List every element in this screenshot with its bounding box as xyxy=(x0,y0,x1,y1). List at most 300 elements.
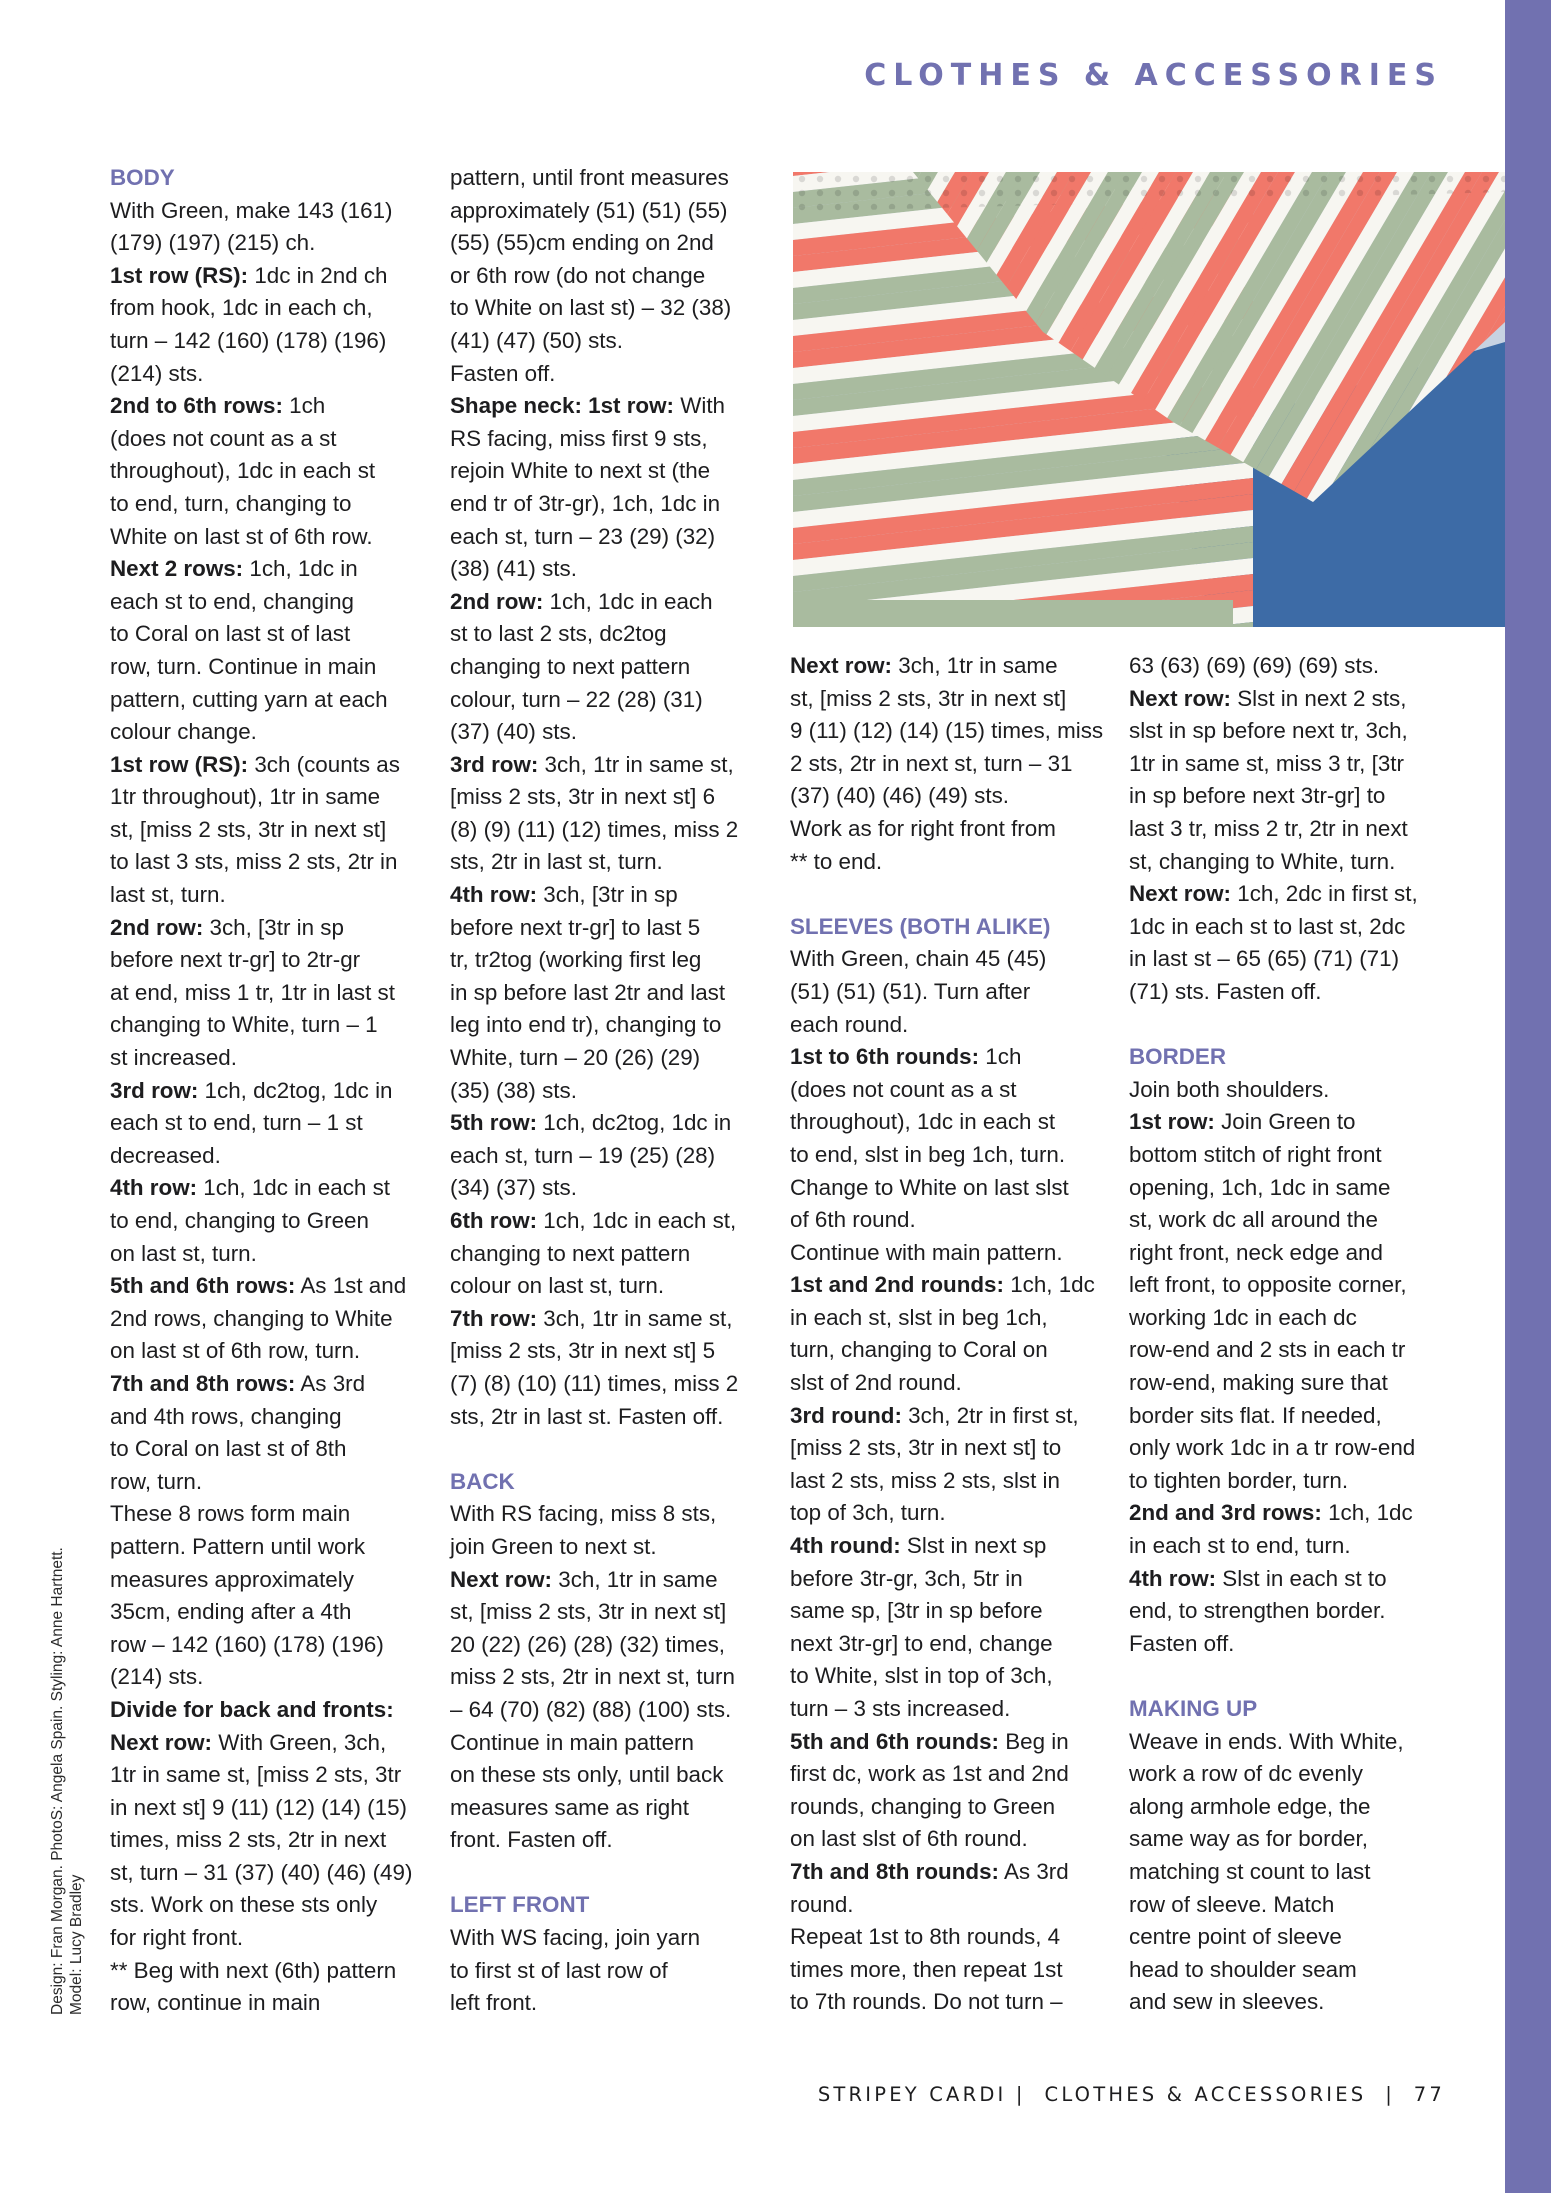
text-span: left front, to opposite corner, xyxy=(1129,1272,1407,1298)
page-number: 77 xyxy=(1413,2083,1445,2106)
bold-label: 5th and 6th rounds: xyxy=(790,1728,999,1754)
text-span: throughout), 1dc in each st xyxy=(110,458,376,484)
text-span: 35cm, ending after a 4th xyxy=(110,1599,352,1625)
instruction-column-3 xyxy=(790,650,1110,2019)
text-span: in each st, slst in beg 1ch, xyxy=(790,1304,1048,1330)
text-span: Continue in main pattern xyxy=(450,1729,694,1755)
text-line xyxy=(110,1238,430,1271)
text-span: st, turn – 31 (37) (40) (46) (49) xyxy=(110,1859,413,1885)
text-span: top of 3ch, turn. xyxy=(790,1500,946,1526)
text-span: to first st of last row of xyxy=(450,1957,668,1983)
text-span: row, turn. Continue in main xyxy=(110,653,377,679)
text-span: (7) (8) (10) (11) times, miss 2 xyxy=(450,1370,739,1396)
text-line xyxy=(110,1661,430,1694)
text-line xyxy=(450,162,770,195)
text-span: each st to end, changing xyxy=(110,588,354,614)
text-span: 1dc in each st to last st, 2dc xyxy=(1129,913,1406,939)
text-line xyxy=(450,390,770,423)
text-line xyxy=(110,1335,430,1368)
text-span: same way as for border, xyxy=(1129,1826,1368,1852)
instruction-column-1 xyxy=(110,162,430,2020)
text-line xyxy=(1129,976,1449,1009)
text-span: on last slst of 6th round. xyxy=(790,1826,1028,1852)
text-line xyxy=(110,1498,430,1531)
bold-label: 2nd to 6th rows: xyxy=(110,393,283,419)
text-span: in sp before last 2tr and last xyxy=(450,979,726,1005)
bold-label: 1st to 6th rounds: xyxy=(790,1044,980,1070)
text-line xyxy=(110,977,430,1010)
text-span: colour change. xyxy=(110,719,257,745)
text-span: st increased. xyxy=(110,1045,237,1071)
text-line xyxy=(1129,943,1449,976)
text-span: With xyxy=(673,393,725,419)
text-span: row, continue in main xyxy=(110,1990,321,2016)
text-span: before 3tr-gr, 3ch, 5tr in xyxy=(790,1565,1023,1591)
text-span: SLEEVES (BOTH ALIKE) xyxy=(790,913,1051,939)
text-span: colour, turn – 22 (28) (31) xyxy=(450,686,703,712)
bold-label: 2nd and 3rd rows: xyxy=(1129,1500,1322,1526)
bold-label: 3rd row: xyxy=(450,751,539,777)
credits-line-2: Model: Lucy Bradley xyxy=(68,1874,85,2015)
text-line xyxy=(110,1205,430,1238)
text-line xyxy=(790,1009,1110,1042)
text-line xyxy=(1129,1791,1449,1824)
text-span: in sp before next 3tr-gr] to xyxy=(1129,783,1386,809)
text-span: [miss 2 sts, 3tr in next st] to xyxy=(790,1435,1062,1461)
text-span: 3ch, 1tr in same st, xyxy=(538,751,734,777)
text-line xyxy=(110,1759,430,1792)
bold-label: 7th row: xyxy=(450,1305,538,1331)
text-span: on these sts only, until back xyxy=(450,1762,724,1788)
text-line xyxy=(450,1335,770,1368)
text-span: Change to White on last slst xyxy=(790,1174,1069,1200)
text-span: RS facing, miss first 9 sts, xyxy=(450,425,708,451)
text-line xyxy=(450,325,770,358)
text-span: opening, 1ch, 1dc in same xyxy=(1129,1174,1391,1200)
text-span: 3ch, 2tr in first st, xyxy=(901,1402,1079,1428)
bold-label: Divide for back and fronts: xyxy=(110,1696,394,1722)
text-line xyxy=(110,1694,430,1727)
text-span: pattern, cutting yarn at each xyxy=(110,686,388,712)
text-span: (41) (47) (50) sts. xyxy=(450,327,623,353)
paragraph-gap xyxy=(1129,1009,1449,1042)
text-span: These 8 rows form main xyxy=(110,1501,351,1527)
text-span: (55) (55)cm ending on 2nd xyxy=(450,230,714,256)
bold-label: 1st row (RS): xyxy=(110,262,249,288)
text-line xyxy=(1129,1302,1449,1335)
bold-label: 1st row (RS): xyxy=(110,751,249,777)
text-span: decreased. xyxy=(110,1142,221,1168)
text-span: 1ch, 1dc in each xyxy=(543,588,713,614)
text-span: 20 (22) (26) (28) (32) times, xyxy=(450,1631,725,1657)
text-line xyxy=(450,586,770,619)
text-line xyxy=(450,1824,770,1857)
text-line xyxy=(110,195,430,228)
text-span: With Green, chain 45 (45) xyxy=(790,946,1047,972)
text-span: As 3rd xyxy=(998,1858,1069,1884)
text-line xyxy=(1129,1726,1449,1759)
text-span: end, to strengthen border. xyxy=(1129,1598,1386,1624)
text-span: BORDER xyxy=(1129,1044,1227,1070)
text-span: 1ch, 1dc xyxy=(1003,1272,1095,1298)
text-span: row – 142 (160) (178) (196) xyxy=(110,1631,384,1657)
text-line xyxy=(110,1172,430,1205)
text-line xyxy=(110,227,430,260)
photo-credits xyxy=(48,1547,86,2015)
text-span: With WS facing, join yarn xyxy=(450,1925,701,1951)
bold-label: 7th and 8th rows: xyxy=(110,1370,296,1396)
instruction-column-2 xyxy=(450,162,770,2020)
text-span: 2nd rows, changing to White xyxy=(110,1305,393,1331)
text-span: measures same as right xyxy=(450,1794,689,1820)
text-line xyxy=(450,846,770,879)
text-span: Join both shoulders. xyxy=(1129,1076,1330,1102)
text-line xyxy=(1129,1986,1449,2019)
bold-label: 4th row: xyxy=(110,1175,198,1201)
text-span: (214) sts. xyxy=(110,360,204,386)
text-span: changing to next pattern xyxy=(450,653,691,679)
credits-line-1: Design: Fran Morgan. PhotoS: Angela Spain. Styling: Anne Hartnett. xyxy=(49,1547,66,2015)
text-line xyxy=(450,1140,770,1173)
text-line xyxy=(450,912,770,945)
text-line xyxy=(450,879,770,912)
text-span: Slst in next sp xyxy=(900,1533,1047,1559)
page-footer xyxy=(818,2083,1445,2106)
text-line xyxy=(790,1497,1110,1530)
text-line xyxy=(1129,1400,1449,1433)
text-span: leg into end tr), changing to xyxy=(450,1012,722,1038)
text-line xyxy=(1129,1432,1449,1465)
text-span: in last st – 65 (65) (71) (71) xyxy=(1129,946,1400,972)
text-span: times more, then repeat 1st xyxy=(790,1956,1063,1982)
text-span: – 64 (70) (82) (88) (100) sts. xyxy=(450,1696,732,1722)
text-span: row-end and 2 sts in each tr xyxy=(1129,1337,1406,1363)
text-line xyxy=(450,1075,770,1108)
text-span: to end, changing to Green xyxy=(110,1208,369,1233)
text-line xyxy=(110,358,430,391)
text-span: or 6th row (do not change xyxy=(450,262,706,288)
text-line xyxy=(450,423,770,456)
text-span: tr, tr2tog (working first leg xyxy=(450,947,702,973)
text-span: working 1dc in each dc xyxy=(1129,1304,1357,1330)
text-line xyxy=(110,944,430,977)
text-line xyxy=(110,1075,430,1108)
text-span: Weave in ends. With White, xyxy=(1129,1728,1404,1754)
text-line xyxy=(450,1270,770,1303)
text-span: (34) (37) sts. xyxy=(450,1175,577,1201)
text-span: As 1st and xyxy=(295,1273,407,1299)
text-span: ** to end. xyxy=(790,848,883,874)
text-span: BODY xyxy=(110,165,175,190)
text-span: measures approximately xyxy=(110,1566,354,1592)
text-line xyxy=(790,1595,1110,1628)
text-span: With RS facing, miss 8 sts, xyxy=(450,1501,717,1527)
text-span: bottom stitch of right front xyxy=(1129,1141,1382,1167)
text-span: 1tr in same st, [miss 2 sts, 3tr xyxy=(110,1762,402,1788)
text-line xyxy=(1129,715,1449,748)
text-line xyxy=(110,716,430,749)
text-span: throughout), 1dc in each st xyxy=(790,1109,1056,1135)
bold-label: 4th row: xyxy=(450,882,538,908)
bold-label: Next row: xyxy=(1129,685,1232,711)
text-line xyxy=(110,1531,430,1564)
text-line xyxy=(110,292,430,325)
text-span: (214) sts. xyxy=(110,1664,204,1690)
text-span: White, turn – 20 (26) (29) xyxy=(450,1045,701,1071)
text-line xyxy=(110,1629,430,1662)
text-line xyxy=(110,1009,430,1042)
text-line xyxy=(1129,1106,1449,1139)
paragraph-gap xyxy=(1129,1660,1449,1693)
text-line xyxy=(110,1401,430,1434)
text-line xyxy=(450,716,770,749)
text-line xyxy=(450,260,770,293)
text-line xyxy=(790,1139,1110,1172)
text-line xyxy=(450,1792,770,1825)
text-line xyxy=(1129,1856,1449,1889)
text-line xyxy=(1129,683,1449,716)
text-line xyxy=(790,748,1110,781)
text-span: st, [miss 2 sts, 3tr in next st] xyxy=(110,816,387,842)
text-span: front. Fasten off. xyxy=(450,1827,613,1853)
text-line xyxy=(110,1303,430,1336)
bold-label: Shape neck: 1st row: xyxy=(450,393,674,419)
paragraph-gap xyxy=(450,1857,770,1890)
text-span: row of sleeve. Match xyxy=(1129,1891,1335,1917)
text-span: 3ch, 1tr in same xyxy=(892,653,1058,678)
bold-label: 6th row: xyxy=(450,1208,538,1233)
text-line xyxy=(450,1238,770,1271)
text-span: changing to next pattern xyxy=(450,1240,691,1266)
text-span: rejoin White to next st (the xyxy=(450,458,711,484)
text-line xyxy=(110,1596,430,1629)
text-line xyxy=(450,1009,770,1042)
text-span: st, work dc all around the xyxy=(1129,1207,1378,1233)
text-span: head to shoulder seam xyxy=(1129,1956,1357,1982)
bold-label: 3rd round: xyxy=(790,1402,902,1428)
text-span: next 3tr-gr] to end, change xyxy=(790,1630,1053,1656)
text-span: join Green to next st. xyxy=(450,1533,657,1559)
text-span: White on last st of 6th row. xyxy=(110,523,373,549)
text-span: st, [miss 2 sts, 3tr in next st] xyxy=(790,685,1067,711)
text-span: to Coral on last st of last xyxy=(110,621,351,647)
section-heading xyxy=(450,1466,770,1499)
text-span: pattern, until front measures xyxy=(450,165,729,190)
section-heading xyxy=(1129,1693,1449,1726)
text-span: each st, turn – 19 (25) (28) xyxy=(450,1142,716,1168)
text-line xyxy=(1129,1758,1449,1791)
text-span: 9 (11) (12) (14) (15) times, miss xyxy=(790,718,1104,744)
text-line xyxy=(110,1857,430,1890)
bold-label: 7th and 8th rounds: xyxy=(790,1858,999,1884)
text-span: Slst in each st to xyxy=(1216,1565,1387,1591)
text-line xyxy=(1129,1823,1449,1856)
text-span: first dc, work as 1st and 2nd xyxy=(790,1761,1069,1787)
text-span: end tr of 3tr-gr), 1ch, 1dc in xyxy=(450,490,721,516)
text-line xyxy=(790,650,1110,683)
text-span: each round. xyxy=(790,1011,909,1037)
text-span: before next tr-gr] to 2tr-gr xyxy=(110,947,361,973)
text-span: (71) sts. Fasten off. xyxy=(1129,978,1322,1004)
text-span: With Green, make 143 (161) xyxy=(110,197,393,223)
text-span: 3ch, [3tr in sp xyxy=(537,882,678,908)
text-line xyxy=(450,1955,770,1988)
footer-section: CLOTHES & ACCESSORIES xyxy=(1044,2083,1367,2106)
text-line xyxy=(790,1367,1110,1400)
text-span: 1ch xyxy=(979,1044,1022,1070)
text-span: and sew in sleeves. xyxy=(1129,1989,1325,2015)
text-line xyxy=(450,684,770,717)
text-span: 3ch, 1tr in same st, xyxy=(537,1305,733,1331)
text-span: pattern. Pattern until work xyxy=(110,1533,366,1559)
text-line xyxy=(1129,1269,1449,1302)
text-span: to White, slst in top of 3ch, xyxy=(790,1663,1053,1689)
text-line xyxy=(110,1368,430,1401)
text-line xyxy=(790,1400,1110,1433)
text-span: centre point of sleeve xyxy=(1129,1924,1342,1950)
text-line xyxy=(450,195,770,228)
text-span: on last st of 6th row, turn. xyxy=(110,1338,361,1364)
text-line xyxy=(790,715,1110,748)
text-span: to tighten border, turn. xyxy=(1129,1467,1349,1493)
text-line xyxy=(1129,1172,1449,1205)
text-span: sts, 2tr in last st, turn. xyxy=(450,849,663,875)
text-span: to last 3 sts, miss 2 sts, 2tr in xyxy=(110,849,398,875)
text-span: round. xyxy=(790,1891,854,1917)
text-span: Slst in next 2 sts, xyxy=(1231,685,1407,711)
text-span: from hook, 1dc in each ch, xyxy=(110,295,373,321)
text-line xyxy=(790,813,1110,846)
hem-trim xyxy=(793,600,1233,627)
text-line xyxy=(790,1954,1110,1987)
text-line xyxy=(450,1629,770,1662)
text-span: (does not count as a st xyxy=(110,425,337,451)
text-line xyxy=(1129,780,1449,813)
text-line xyxy=(450,1727,770,1760)
text-line xyxy=(1129,1237,1449,1270)
text-line xyxy=(790,1628,1110,1661)
text-line xyxy=(110,1140,430,1173)
bold-label: Next 2 rows: xyxy=(110,556,244,582)
text-span: changing to White, turn – 1 xyxy=(110,1012,378,1038)
text-line xyxy=(450,553,770,586)
text-span: 1ch xyxy=(282,393,326,419)
bold-label: 4th row: xyxy=(1129,1565,1217,1591)
text-line xyxy=(450,1694,770,1727)
text-span: to White on last st) – 32 (38) xyxy=(450,295,732,321)
text-line xyxy=(110,1792,430,1825)
text-line xyxy=(1129,748,1449,781)
text-line xyxy=(110,488,430,521)
text-span: in each st to end, turn. xyxy=(1129,1533,1351,1559)
text-line xyxy=(1129,650,1449,683)
text-span: work a row of dc evenly xyxy=(1129,1761,1363,1787)
text-line xyxy=(790,1856,1110,1889)
text-line xyxy=(450,227,770,260)
text-span: to end, turn, changing to xyxy=(110,490,352,516)
text-line xyxy=(790,943,1110,976)
text-line xyxy=(790,683,1110,716)
text-line xyxy=(790,1823,1110,1856)
text-line xyxy=(790,1302,1110,1335)
text-line xyxy=(790,1660,1110,1693)
text-span: to Coral on last st of 8th xyxy=(110,1436,347,1462)
text-span: to end, slst in beg 1ch, turn. xyxy=(790,1141,1066,1167)
text-line xyxy=(110,553,430,586)
text-line xyxy=(110,749,430,782)
text-line xyxy=(790,1041,1110,1074)
text-line xyxy=(110,260,430,293)
text-span: (37) (40) (46) (49) sts. xyxy=(790,783,1009,809)
text-line xyxy=(450,1042,770,1075)
text-line xyxy=(790,1432,1110,1465)
text-line xyxy=(790,1986,1110,2019)
text-line xyxy=(110,1955,430,1988)
text-span: 1dc in 2nd ch xyxy=(248,262,388,288)
text-line xyxy=(450,1987,770,2020)
footer-pattern-name: STRIPEY CARDI xyxy=(817,2083,1007,2106)
text-line xyxy=(110,1107,430,1140)
text-line xyxy=(110,1466,430,1499)
text-line xyxy=(1129,1889,1449,1922)
text-line xyxy=(790,1758,1110,1791)
section-heading xyxy=(450,1889,770,1922)
text-line xyxy=(450,1596,770,1629)
text-line xyxy=(790,1237,1110,1270)
text-span: Fasten off. xyxy=(1129,1630,1235,1656)
text-span: rounds, changing to Green xyxy=(790,1793,1056,1819)
text-span: in next st] 9 (11) (12) (14) (15) xyxy=(110,1794,407,1820)
text-span: sts, 2tr in last st. Fasten off. xyxy=(450,1403,724,1429)
text-line xyxy=(110,1270,430,1303)
text-line xyxy=(1129,846,1449,879)
text-span: Beg in xyxy=(998,1728,1069,1754)
text-line xyxy=(450,749,770,782)
text-span: ** Beg with next (6th) pattern xyxy=(110,1957,397,1983)
text-line xyxy=(790,846,1110,879)
text-line xyxy=(790,1334,1110,1367)
text-span: 1ch, dc2tog, 1dc in xyxy=(198,1077,393,1103)
text-span: (51) (51) (51). Turn after xyxy=(790,978,1031,1004)
text-span: 1ch, 2dc in first st, xyxy=(1231,881,1418,907)
text-line xyxy=(450,1922,770,1955)
bold-label: 5th and 6th rows: xyxy=(110,1273,296,1299)
text-span: 3ch, [3tr in sp xyxy=(203,914,344,940)
text-span: Work as for right front from xyxy=(790,815,1056,841)
text-line xyxy=(1129,1497,1449,1530)
bold-label: 3rd row: xyxy=(110,1077,199,1103)
text-line xyxy=(790,1465,1110,1498)
bold-label: Next row: xyxy=(790,653,893,678)
section-heading xyxy=(790,911,1110,944)
text-span: st, changing to White, turn. xyxy=(1129,848,1396,874)
text-line xyxy=(450,781,770,814)
text-span: turn, changing to Coral on xyxy=(790,1337,1048,1363)
text-line xyxy=(110,651,430,684)
text-line xyxy=(110,325,430,358)
text-span: 3ch (counts as xyxy=(248,751,400,777)
text-span: st to last 2 sts, dc2tog xyxy=(450,621,667,647)
text-span: colour on last st, turn. xyxy=(450,1273,665,1299)
text-line xyxy=(110,1042,430,1075)
text-line xyxy=(450,944,770,977)
text-line xyxy=(110,912,430,945)
bold-label: 1st row: xyxy=(1129,1109,1215,1135)
text-span: along armhole edge, the xyxy=(1129,1793,1371,1819)
text-span: of 6th round. xyxy=(790,1207,916,1233)
text-line xyxy=(110,586,430,619)
text-line xyxy=(1129,1595,1449,1628)
